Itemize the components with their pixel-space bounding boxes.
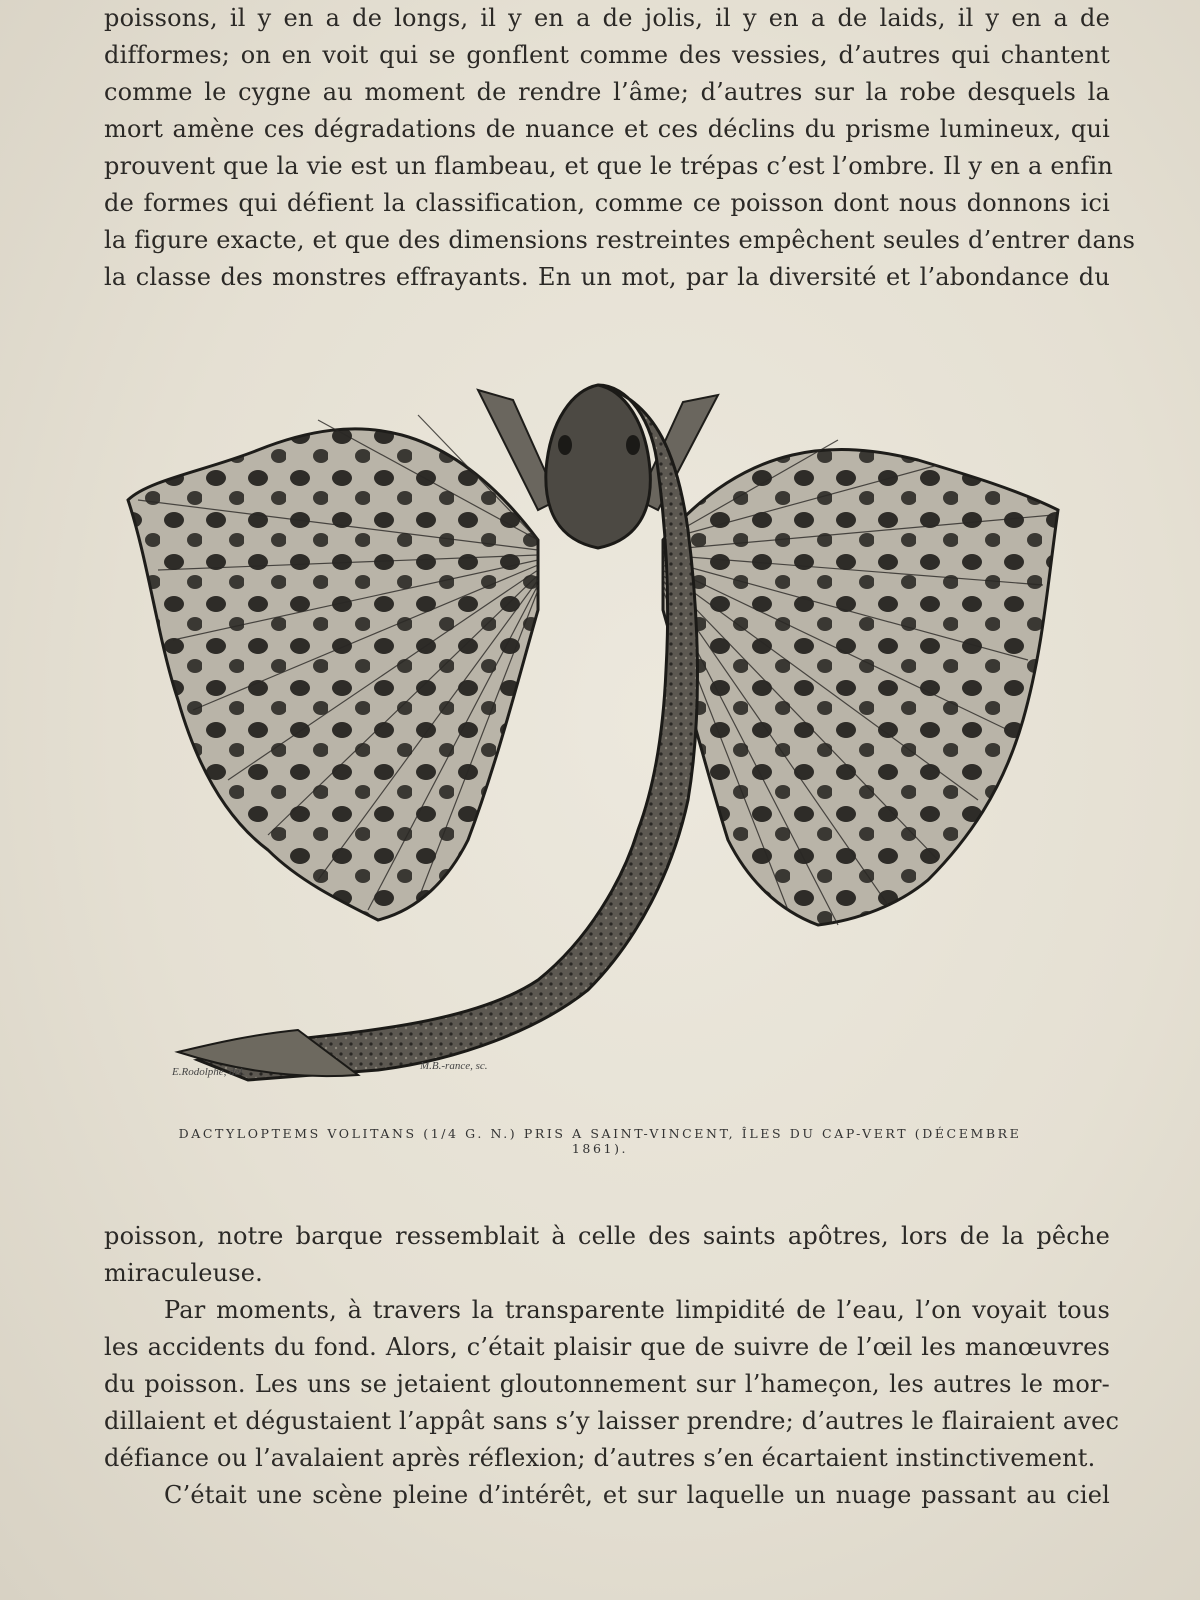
fish-head <box>546 385 651 548</box>
figure-caption: DACTYLOPTEMS VOLITANS (1/4 G. N.) PRIS A SAINT-VINCENT, ÎLES DU CAP-VERT (DÉCEMBRE 1861). <box>178 1126 1022 1156</box>
text-line: prouvent que la vie est un flambeau, et que le trépas c’est l’ombre. Il y en a enfin <box>104 152 1114 180</box>
text-line: mort amène ces dégradations de nuance et ces déclins du prisme lumineux, qui <box>104 115 1110 143</box>
fish-engraving <box>118 380 1078 1100</box>
text-line: comme le cygne au moment de rendre l’âme; d’autres sur la robe desquels la <box>104 78 1110 106</box>
illustrator-signature: E.Rodolphe, del. <box>172 1066 246 1078</box>
flying-gurnard-illustration <box>118 380 1078 1100</box>
left-eye <box>558 435 572 455</box>
top-paragraph <box>104 0 1136 296</box>
text-line: défiance ou l’avalaient après réflexion; d’autres s’en écartaient instinctivement. <box>104 1444 1096 1472</box>
text-line: la figure exacte, et que des dimensions restreintes empêchent seules d’entrer dans <box>104 226 1136 254</box>
text-line: miraculeuse. <box>104 1259 263 1287</box>
left-pectoral-fin <box>128 429 538 920</box>
text-line: du poisson. Les uns se jetaient gloutonnement sur l’hameçon, les autres le mor- <box>104 1370 1110 1398</box>
text-line: de formes qui défient la classification, comme ce poisson dont nous donnons ici <box>104 189 1110 217</box>
text-line: C’était une scène pleine d’intérêt, et sur laquelle un nuage passant au ciel <box>164 1481 1110 1509</box>
bottom-text <box>104 1218 1120 1514</box>
text-line: dillaient et dégustaient l’appât sans s’y laisser prendre; d’autres le flairaient avec <box>104 1407 1120 1435</box>
right-eye <box>626 435 640 455</box>
text-line: la classe des monstres effrayants. En un mot, par la diversité et l’abondance du <box>104 263 1110 291</box>
text-line: les accidents du fond. Alors, c’était plaisir que de suivre de l’œil les manœuvres <box>104 1333 1110 1361</box>
text-line: poisson, notre barque ressemblait à celle des saints apôtres, lors de la pêche <box>104 1222 1110 1250</box>
text-line: difformes; on en voit qui se gonflent comme des vessies, d’autres qui chantent <box>104 41 1110 69</box>
text-line: poissons, il y en a de longs, il y en a de jolis, il y en a de laids, il y en a de <box>104 4 1110 32</box>
text-line: Par moments, à travers la transparente limpidité de l’eau, l’on voyait tous <box>164 1296 1110 1324</box>
engraver-signature: M.B.-rance, sc. <box>420 1060 488 1072</box>
right-pectoral-fin <box>663 450 1058 925</box>
